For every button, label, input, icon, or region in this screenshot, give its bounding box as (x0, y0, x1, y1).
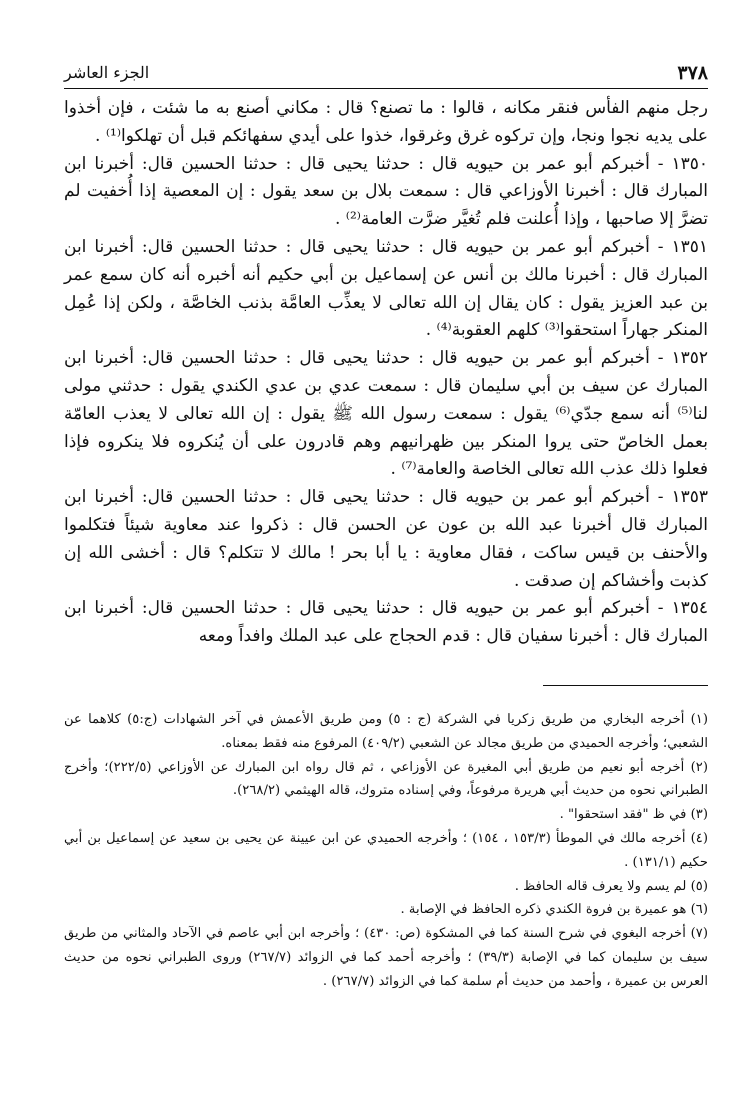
footnote-1: (١) أخرجه البخاري من طريق زكريا في الشركة (ج : ٥) ومن طريق الأعمش في آخر الشهادات (ج:٥) كلاهما عن الشعبي؛ وأخرجه الحميدي من طريق مجالد عن الشعبي (٤٠٩/٢) المرفوع منه فقط بمعناه. (64, 711, 709, 751)
hadith-1350: ١٣٥٠ - أخبركم أبو عمر بن حيويه قال : حدثنا يحيى قال : حدثنا الحسين قال: أخبرنا ابن المبارك قال : أخبرنا الأوزاعي قال : سمعت بلال بن سعد يقول : إن المعصية إذا أُخفيت لم تضرَّ إلا صاحبها ، وإذا أُعلنت فلم تُغيَّر ضرَّت العامة⁽²⁾ . (64, 153, 708, 230)
hadith-1351: ١٣٥١ - أخبركم أبو عمر بن حيويه قال : حدثنا يحيى قال : حدثنا الحسين قال: أخبرنا ابن المبارك قال : أخبرنا مالك بن أنس عن إسماعيل بن أبي حكيم أنه أخبره أنه كان سمع عمر بن عبد العزيز يقول : كان يقال إن الله تعالى لا يعذِّب العامَّة بذنب الخاصَّة ، ولكن إذا عُمِل المنكر جهاراً استحقوا⁽³⁾ كلهم العقوبة⁽⁴⁾ . (64, 236, 708, 341)
book-page (64, 62, 708, 1092)
page-number: ٣٧٨ (677, 62, 708, 84)
hadith-1352: ١٣٥٢ - أخبركم أبو عمر بن حيويه قال : حدثنا يحيى قال : حدثنا الحسين قال: أخبرنا ابن المبارك عن سيف بن أبي سليمان قال : سمعت عدي بن عدي الكندي يقول : حدثني مولى لنا⁽⁵⁾ أنه سمع جدّي⁽⁶⁾ يقول : سمعت رسول الله ﷺ يقول : إن الله تعالى لا يعذب العامّة بعمل الخاصّ حتى يروا المنكر بين ظهرانيهم وهم قادرون على أن يُنكروه فلا ينكروه فإذا فعلوا ذلك عذب الله تعالى الخاصة والعامة⁽⁷⁾ . (64, 348, 708, 480)
footnote-2: (٢) أخرجه أبو نعيم من طريق أبي المغيرة عن الأوزاعي ، ثم قال رواه ابن المبارك عن الأوزاعي (٢٢٢/٥)؛ وأخرج الطبراني نحوه من حديث أبي هريرة مرفوعاً، وفي إسناده متروك، قاله الهيثمي (٢٦٨/٢). (64, 759, 708, 799)
footnotes (64, 708, 708, 994)
hadith-1354: ١٣٥٤ - أخبركم أبو عمر بن حيويه قال : حدثنا يحيى قال : حدثنا الحسين قال: أخبرنا ابن المبارك قال : أخبرنا سفيان قال : قدم الحجاج على عبد الملك وافداً ومعه (64, 598, 708, 647)
main-text (64, 95, 708, 651)
part-title: الجزء العاشر (64, 63, 150, 82)
hadith-1353: ١٣٥٣ - أخبركم أبو عمر بن حيويه قال : حدثنا يحيى قال : حدثنا الحسين قال: أخبرنا ابن المبارك قال أخبرنا عبد الله بن عون عن الحسن قال : ذكروا عند معاوية شيئاً فتكلموا والأحنف بن قيس ساكت ، فقال معاوية : يا أبا بحر ! مالك لا تتكلم؟ قال : أخشى الله إن كذبت وأخشاكم إن صدقت . (64, 487, 708, 591)
footnote-divider (543, 685, 708, 686)
footnote-3: (٣) في ظ "فقد استحقوا" . (559, 807, 708, 823)
paragraph-continuation: رجل منهم الفأس فنقر مكانه ، قالوا : ما تصنع؟ قال : مكاني أصنع به ما شئت ، فإن أخذوا على يديه نجوا ونجا، وإن تركوه غرق وغرقوا، خذوا على أيدي سفهائكم قبل أن تهلكوا⁽¹⁾ . (64, 98, 708, 146)
footnote-6: (٦) هو عميرة بن فروة الكندي ذكره الحافظ في الإصابة . (400, 902, 708, 918)
page-header (64, 62, 708, 89)
footnote-5: (٥) لم يسم ولا يعرف قاله الحافظ . (514, 878, 708, 894)
footnote-4: (٤) أخرجه مالك في الموطأ (١٥٣/٣ ، ١٥٤) ؛ وأخرجه الحميدي عن ابن عيينة عن يحيى بن سعيد عن إسماعيل بن أبي حكيم (١٣١/١) . (64, 830, 709, 870)
footnote-7: (٧) أخرجه البغوي في شرح السنة كما في المشكوة (ص: ٤٣٠) ؛ وأخرجه ابن أبي عاصم في الآحاد والمثاني من طريق سيف بن سليمان كما في الإصابة (٣٩/٣) ؛ وأخرجه أحمد كما في الزوائد (٢٦٧/٧) وروى الطبراني نحوه من حديث العرس بن عميرة ، وأحمد من حديث أم سلمة كما في الزوائد (٢٦٧/٧) . (64, 926, 708, 989)
